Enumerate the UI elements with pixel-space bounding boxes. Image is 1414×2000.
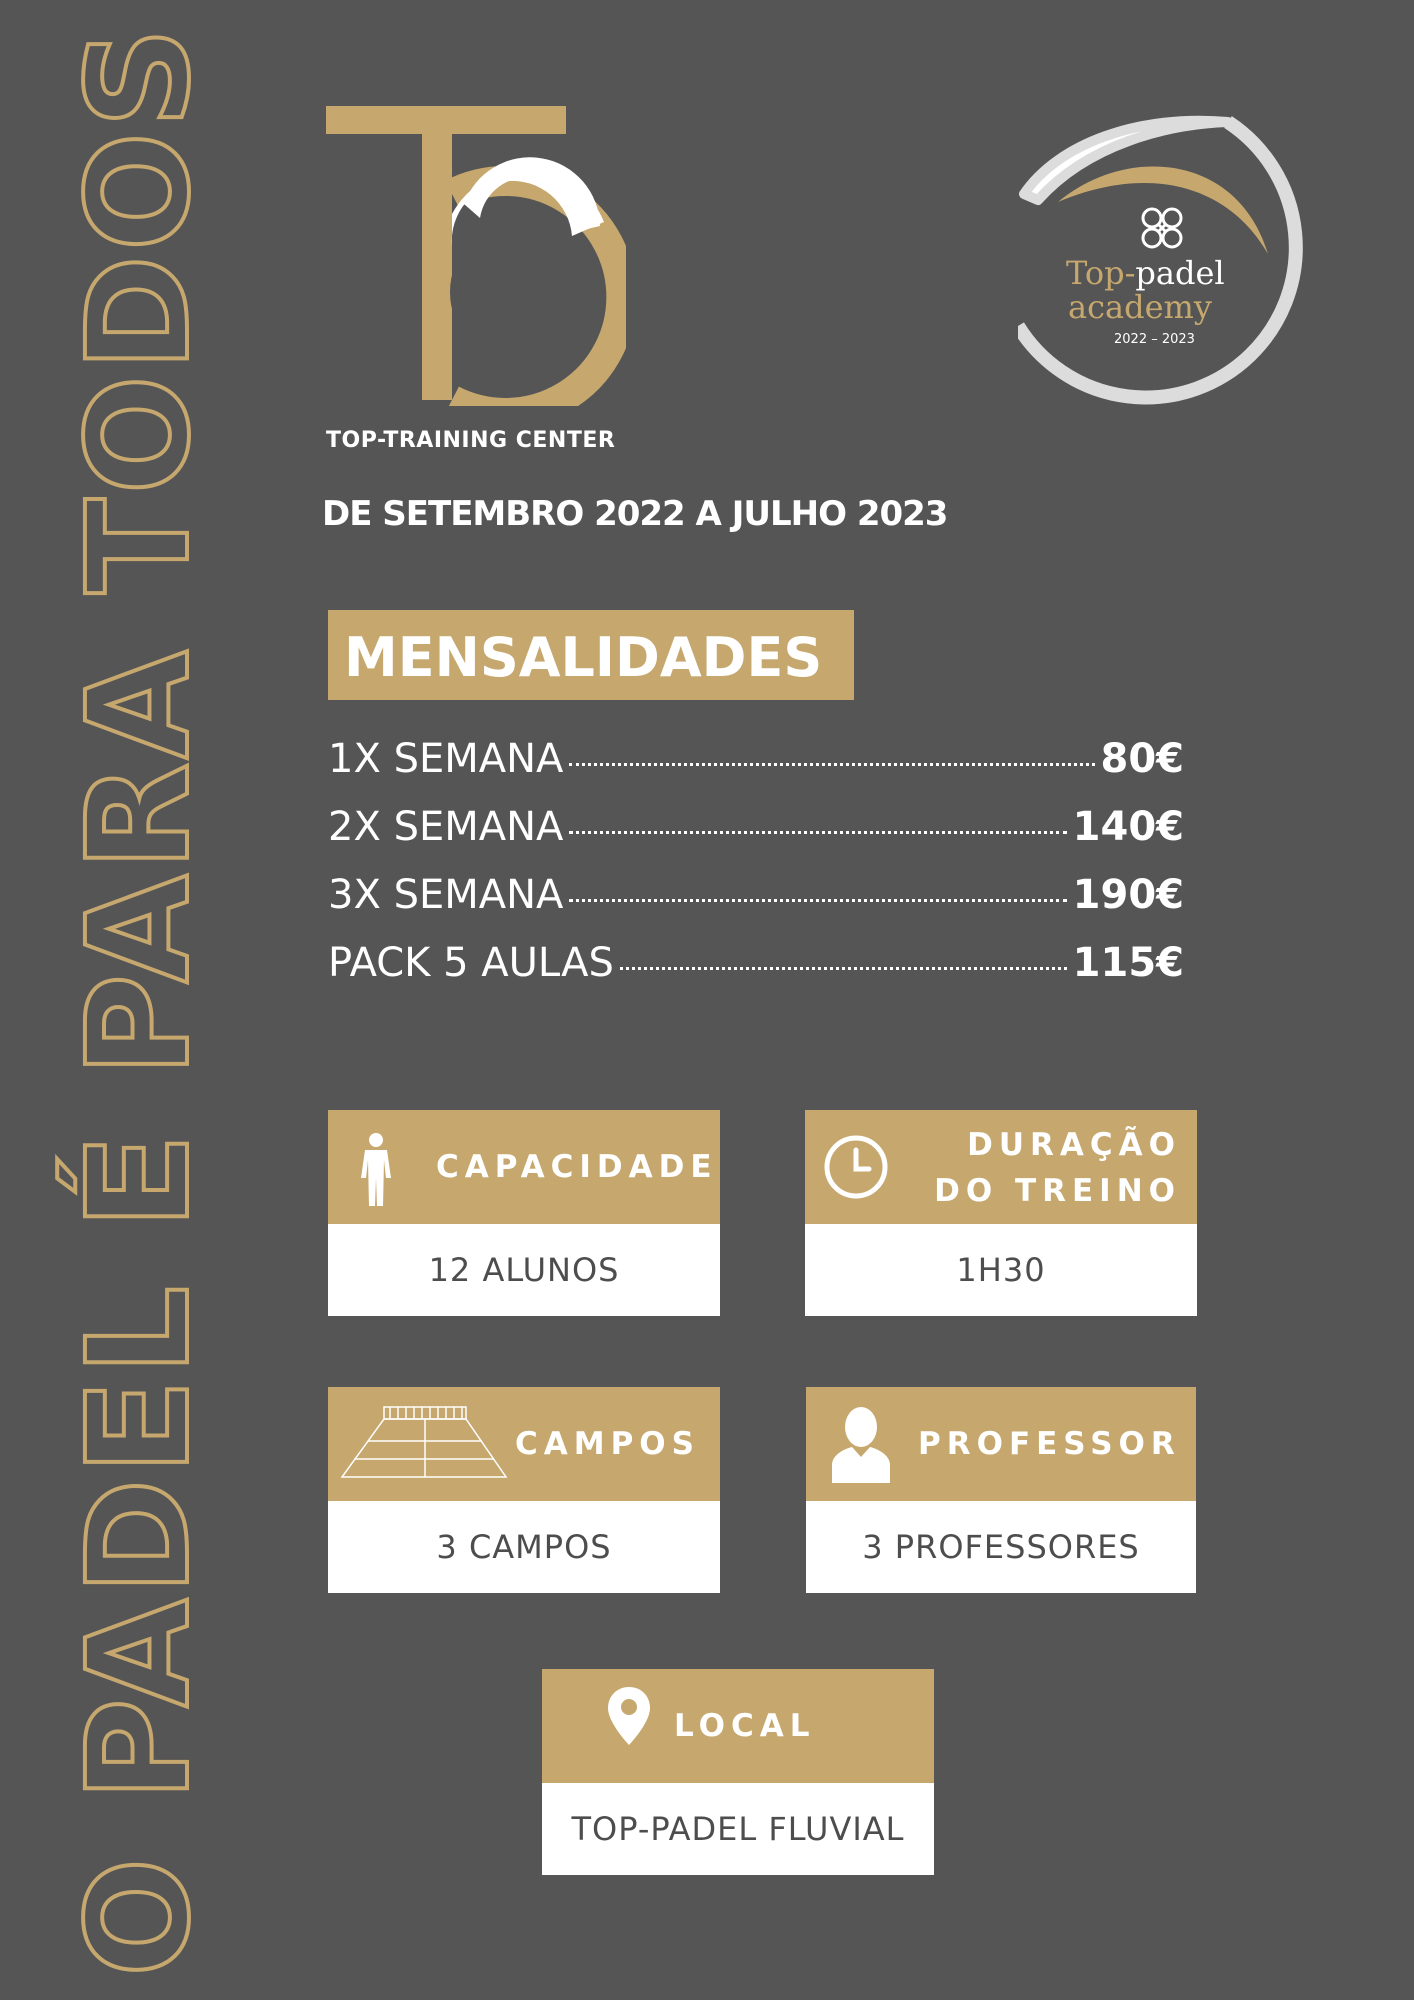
person-icon	[356, 1132, 396, 1208]
dotted-leader	[620, 967, 1067, 970]
duration-title	[934, 1122, 1181, 1214]
court-icon	[340, 1405, 508, 1479]
price-value: 115€	[1072, 940, 1184, 986]
capacity-title: CAPACIDADE	[436, 1149, 718, 1185]
duration-value: 1H30	[805, 1224, 1197, 1316]
padel-rackets-icon	[1143, 209, 1181, 247]
price-label: 3X SEMANA	[328, 872, 564, 918]
price-value: 190€	[1072, 872, 1184, 918]
dotted-leader	[569, 831, 1066, 834]
price-row	[328, 804, 1184, 872]
price-row	[328, 940, 1184, 1008]
price-row	[328, 736, 1184, 804]
academy-name-part1: Top-	[1066, 254, 1136, 292]
academy-years: 2022 – 2023	[1114, 332, 1195, 347]
user-icon	[830, 1405, 892, 1483]
duration-card	[805, 1110, 1197, 1316]
price-list	[328, 736, 1184, 1008]
price-value: 140€	[1072, 804, 1184, 850]
duration-title-line2: DO TREINO	[934, 1173, 1181, 1209]
section-title-badge	[328, 610, 854, 700]
location-card	[542, 1669, 934, 1875]
price-row	[328, 872, 1184, 940]
location-card-header	[542, 1669, 934, 1783]
capacity-card-header	[328, 1110, 720, 1224]
capacity-card	[328, 1110, 720, 1316]
academy-badge	[1018, 104, 1308, 420]
clock-icon	[823, 1134, 889, 1200]
duration-card-header	[805, 1110, 1197, 1224]
location-pin-icon	[606, 1685, 652, 1747]
tc-logo	[326, 106, 626, 406]
location-title: LOCAL	[674, 1708, 816, 1744]
price-label: 2X SEMANA	[328, 804, 564, 850]
dotted-leader	[569, 763, 1094, 766]
professor-title: PROFESSOR	[918, 1426, 1181, 1462]
courts-card	[328, 1387, 720, 1593]
duration-title-line1: DURAÇÃO	[967, 1127, 1181, 1163]
capacity-value: 12 ALUNOS	[328, 1224, 720, 1316]
professor-value: 3 PROFESSORES	[806, 1501, 1196, 1593]
courts-title: CAMPOS	[515, 1426, 700, 1462]
academy-name-part2: padel	[1135, 254, 1225, 292]
academy-name-line2: academy	[1068, 288, 1212, 326]
academy-name-line1	[1066, 254, 1356, 292]
dotted-leader	[569, 899, 1066, 902]
courts-value: 3 CAMPOS	[328, 1501, 720, 1593]
tc-logo-caption: TOP-TRAINING CENTER	[326, 428, 616, 453]
courts-card-header	[328, 1387, 720, 1501]
section-title: MENSALIDADES	[344, 626, 823, 689]
price-value: 80€	[1100, 736, 1184, 782]
season-period: DE SETEMBRO 2022 A JULHO 2023	[322, 494, 948, 534]
slogan: O PADEL É PARA TODOS	[58, 23, 221, 1977]
price-label: 1X SEMANA	[328, 736, 564, 782]
price-label: PACK 5 AULAS	[328, 940, 614, 986]
professor-card	[806, 1387, 1196, 1593]
location-value: TOP-PADEL FLUVIAL	[542, 1783, 934, 1875]
professor-card-header	[806, 1387, 1196, 1501]
